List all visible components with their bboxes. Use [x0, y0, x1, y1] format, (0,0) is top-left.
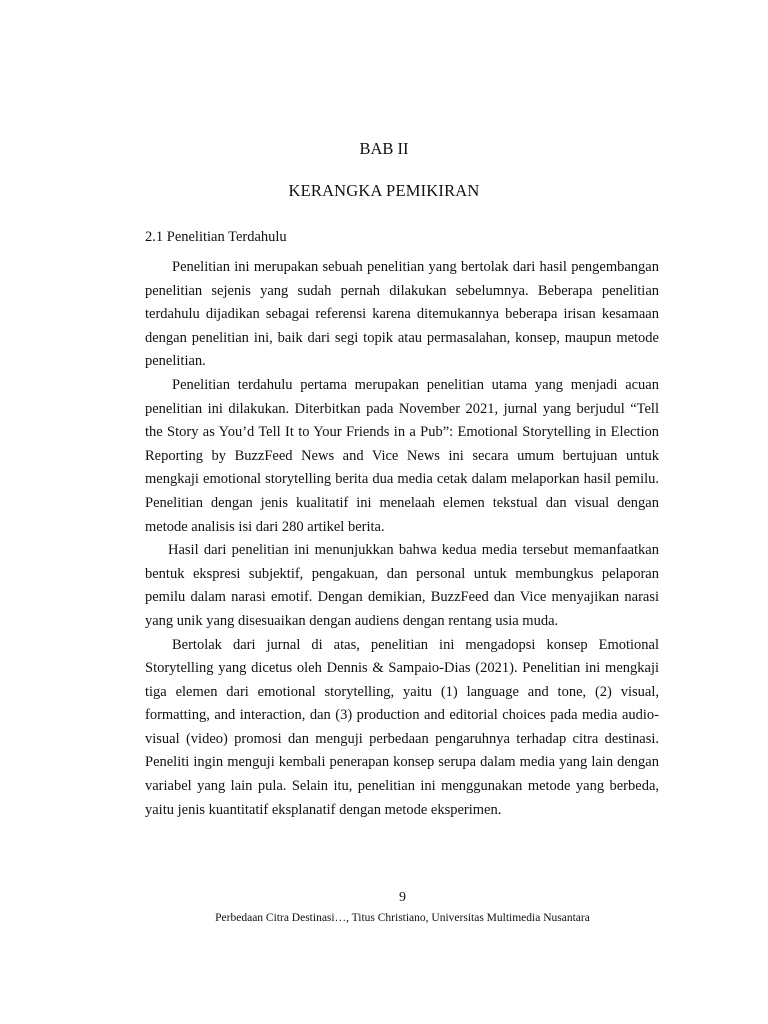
page-number: 9	[399, 890, 406, 905]
paragraph: Bertolak dari jurnal di atas, penelitian ini mengadopsi konsep Emotional Storytelling yang dicetus oleh Dennis & Sampaio-Dias (2021). Penelitian ini mengkaji tiga elemen dari emotional storytelling, yaitu (1) language and tone, (2) visual, formatting, and interaction, dan (3) production and editorial choices pada media audio-visual (video) promosi dan menguji perbedaan pengaruhnya terhadap citra destinasi. Peneliti ingin menguji kembali penerapan konsep serupa dalam media yang lain dengan variabel yang lain pula. Selain itu, penelitian ini menggunakan metode yang berbeda, yaitu jenis kuantitatif eksplanatif dengan metode eksperimen.	[145, 636, 659, 818]
paragraph: Hasil dari penelitian ini menunjukkan bahwa kedua media tersebut memanfaatkan bentuk ekspresi subjektif, pengakuan, dan personal untuk membungkus pelaporan pemilu dalam narasi emotif. Dengan demikian, BuzzFeed dan Vice menyajikan narasi yang unik yang disesuaikan dengan audiens dengan rentang usia muda.	[145, 542, 659, 629]
chapter-title: KERANGKA PEMIKIRAN	[288, 181, 480, 200]
paragraph: Penelitian ini merupakan sebuah penelitian yang bertolak dari hasil pengembangan penelitian sejenis yang sudah pernah dilakukan sebelumnya. Beberapa penelitian terdahulu dijadikan sebagai referensi karena ditemukannya beberapa irisan kesamaan dengan penelitian ini, baik dari segi topik atau permasalahan, konsep, maupun metode penelitian.	[145, 259, 659, 370]
page-footer: Perbedaan Citra Destinasi…, Titus Christiano, Universitas Multimedia Nusantara	[215, 912, 590, 924]
section-heading: 2.1 Penelitian Terdahulu	[145, 229, 287, 245]
paragraph: Penelitian terdahulu pertama merupakan penelitian utama yang menjadi acuan penelitian ini dilakukan. Diterbitkan pada November 2021, jurnal yang berjudul “Tell the Story as You’d Tell It to Your Friends in a Pub”: Emotional Storytelling in Election Reporting by BuzzFeed News and Vice News ini secara umum bertujuan untuk mengkaji emotional storytelling berita dua media cetak dalam melaporkan hasil pemilu. Penelitian dengan jenis kualitatif ini menelaah elemen tekstual dan visual dengan metode analisis isi dari 280 artikel berita.	[145, 376, 659, 535]
body-text	[145, 256, 659, 822]
chapter-number: BAB II	[359, 139, 409, 158]
